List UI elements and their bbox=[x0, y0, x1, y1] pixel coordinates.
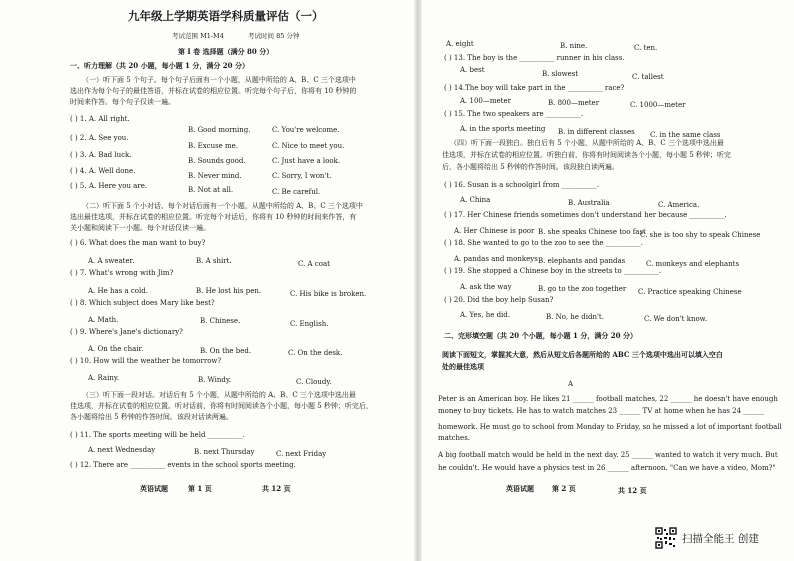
footer-page: 第 1 页 bbox=[188, 484, 212, 493]
question-15-option-a: A. in the sports meeting bbox=[460, 125, 546, 133]
sub1-instruction: （一）听下面 5 个句子。每个句子后面有一个小题，从题中所给的 A、B、C 三个选项中 bbox=[82, 76, 356, 84]
question-4-option-c: C. Sorry, I won't. bbox=[272, 172, 332, 180]
question-19-option-c: C. Practice speaking Chinese bbox=[638, 288, 742, 296]
question-12-option-a: A. eight bbox=[446, 40, 474, 48]
exam-time: 考试时间 85 分钟 bbox=[248, 32, 300, 40]
question-18-option-a: A. pandas and monkeys bbox=[454, 255, 538, 263]
footer-total: 共 12 页 bbox=[262, 484, 291, 493]
question-16: ( ) 16. Susan is a schoolgirl from __________. bbox=[444, 181, 599, 189]
question-18-option-c: C. monkeys and elephants bbox=[646, 260, 740, 268]
qr-code-icon bbox=[655, 527, 677, 549]
question-12-option-b: B. nine. bbox=[560, 42, 588, 50]
question-7-option-c: C. His bike is broken. bbox=[290, 290, 367, 298]
question-10-option-b: B. Windy. bbox=[198, 376, 232, 384]
question-17-option-b: B. she speaks Chinese too fast bbox=[538, 228, 646, 236]
question-17-option-a: A. Her Chinese is poor bbox=[454, 227, 535, 235]
passage-line: matches. bbox=[438, 434, 471, 442]
question-9-option-a: A. On the chair. bbox=[88, 345, 144, 353]
question-18-option-b: B. elephants and pandas bbox=[538, 257, 626, 265]
question-14-option-b: B. 800—meter bbox=[548, 99, 600, 107]
question-2-option-c: C. Nice to meet you. bbox=[272, 142, 345, 150]
question-5-option-b: B. Not at all. bbox=[188, 186, 234, 194]
question-2-option-b: B. Excuse me. bbox=[188, 142, 239, 150]
footer-subject: 英语试题 bbox=[506, 484, 534, 493]
watermark-text: 扫描全能王 创建 bbox=[682, 533, 759, 545]
question-4-option-b: B. Never mind. bbox=[188, 172, 242, 180]
question-13-option-c: C. tallest bbox=[632, 73, 664, 81]
question-9: ( ) 9. Where's Jane's dictionary? bbox=[70, 328, 183, 336]
question-15-option-b: B. in different classes bbox=[558, 128, 635, 136]
question-16-option-a: A. China bbox=[460, 196, 491, 204]
section1-heading: 一、听力理解（共 20 小题，每小题 1 分，满分 20 分） bbox=[70, 61, 249, 70]
question-12-option-c: C. ten. bbox=[634, 44, 658, 52]
question-6-option-c: C. A coat bbox=[298, 260, 330, 268]
question-13-option-a: A. best bbox=[460, 66, 485, 74]
sub4-instruction: 后，各小题将给出 5 秒钟的作答时间。该段独白读两遍。 bbox=[442, 163, 619, 171]
question-10: ( ) 10. How will the weather be tomorrow? bbox=[70, 357, 222, 365]
question-14-option-a: A. 100—meter bbox=[460, 97, 511, 105]
right-page bbox=[418, 0, 794, 561]
question-3-option-c: C. Just have a look. bbox=[272, 157, 341, 165]
question-12: ( ) 12. There are __________ events in the school sports meeting. bbox=[70, 461, 296, 469]
passage-line: A big football match would be held in the next day. 25 ______ wanted to watch it very much. But bbox=[438, 451, 778, 459]
question-5: ( ) 5. A. Here you are. bbox=[70, 182, 148, 190]
question-20-option-c: C. We don't know. bbox=[644, 315, 708, 323]
footer-total: 共 12 页 bbox=[618, 486, 647, 495]
question-11: ( ) 11. The sports meeting will be held __________. bbox=[70, 431, 245, 439]
exam-title: 九年级上学期英语学科质量评估（一） bbox=[128, 9, 324, 23]
passage-line: Peter is an American boy. He likes 21 ______ football matches, 22 ______ he doesn't have enough bbox=[438, 395, 778, 403]
question-13: ( ) 13. The boy is the __________ runner in his class. bbox=[444, 54, 625, 62]
question-7-option-b: B. He lost his pen. bbox=[196, 287, 262, 295]
question-1-option-c: C. You're welcome. bbox=[272, 126, 340, 134]
sub2-instruction: （二）听下面 5 个小对话。每个对话后面有一个小题，从题中所给的 A、B、C 三个选项中 bbox=[82, 202, 363, 210]
question-14: ( ) 14.The boy will take part in the __________ race? bbox=[444, 84, 625, 92]
question-3: ( ) 3. A. Bad luck. bbox=[70, 151, 132, 159]
question-8-option-c: C. English. bbox=[290, 320, 329, 328]
footer-page: 第 2 页 bbox=[552, 484, 576, 493]
question-11-option-a: A. next Wednesday bbox=[88, 446, 156, 454]
question-20-option-b: B. No, he didn't. bbox=[546, 313, 604, 321]
question-10-option-c: C. Cloudy. bbox=[296, 378, 332, 386]
question-3-option-b: B. Sounds good. bbox=[188, 157, 246, 165]
question-19: ( ) 19. She stopped a Chinese boy in the streets to __________. bbox=[444, 267, 662, 275]
question-19-option-b: B. go to the zoo together bbox=[538, 285, 627, 293]
question-6-option-a: A. A sweater. bbox=[88, 257, 135, 265]
sub4-instruction: 佳选项，并标在试卷的相应位置。听独白前，你将有时间阅读各个小题，每小题 5 秒钟；听完 bbox=[442, 151, 731, 159]
question-20-option-a: A. Yes, he did. bbox=[460, 311, 511, 319]
question-17-option-c: C. she is too shy to speak Chinese bbox=[640, 231, 761, 239]
passage-line: money to buy tickets. He has to watch matches 23 ______ TV at home when he has 24 ______ bbox=[438, 407, 765, 415]
passage-line: homework. He must go to school from Monday to Friday, so he missed a lot of important football bbox=[438, 423, 782, 431]
question-7-option-a: A. He has a cold. bbox=[88, 287, 148, 295]
sub1-instruction: 选出作为每个句子的最佳答语，并标在试卷的相应位置。听完每个句子后，你将有 10 秒钟的 bbox=[70, 87, 357, 95]
question-4: ( ) 4. A. Well done. bbox=[70, 167, 136, 175]
question-8: ( ) 8. Which subject does Mary like best? bbox=[70, 299, 215, 307]
question-8-option-b: B. Chinese. bbox=[200, 317, 241, 325]
sub3-instruction: 佳选项，并标在试卷的相应位置。听对话前，你将有时间阅读各个小题，每小题 5 秒钟；听完后， bbox=[70, 402, 373, 410]
question-13-option-b: B. slowest bbox=[542, 70, 579, 78]
question-11-option-c: C. next Friday bbox=[276, 450, 327, 458]
sub3-instruction: 各小题将给出 5 秒钟的作答时间。该段对话读两遍。 bbox=[70, 413, 233, 421]
question-7: ( ) 7. What's wrong with Jim? bbox=[70, 269, 174, 277]
passage-line: he couldn't. He would have a physics test in 26 ______ afternoon. "Can we have a video, Mom?" bbox=[438, 464, 776, 472]
question-18: ( ) 18. She wanted to go to the zoo to see the __________. bbox=[444, 239, 644, 247]
section2-instruction: 阅读下面短文，掌握其大意，然后从短文后各题所给的 ABC 三个选项中选出可以填入空白 bbox=[442, 350, 723, 359]
question-17: ( ) 17. Her Chinese friends sometimes don't understand her because __________. bbox=[444, 211, 727, 219]
question-9-option-b: B. On the bed. bbox=[200, 347, 252, 355]
question-5-option-c: C. Be careful. bbox=[272, 188, 321, 196]
question-14-option-c: C. 1000—meter bbox=[630, 101, 686, 109]
question-15-option-c: C. in the same class bbox=[650, 131, 721, 139]
question-10-option-a: A. Rainy. bbox=[88, 374, 120, 382]
question-6: ( ) 6. What does the man want to buy? bbox=[70, 239, 206, 247]
question-19-option-a: A. ask the way bbox=[460, 283, 512, 291]
question-15: ( ) 15. The two speakers are __________. bbox=[444, 110, 584, 118]
question-1: ( ) 1. A. All right. bbox=[70, 115, 130, 123]
question-20: ( ) 20. Did the boy help Susan? bbox=[444, 296, 554, 304]
question-16-option-c: C. America. bbox=[658, 201, 700, 209]
question-9-option-c: C. On the desk. bbox=[288, 349, 343, 357]
footer-subject: 英语试题 bbox=[140, 484, 168, 493]
question-16-option-b: B. Australia bbox=[568, 199, 610, 207]
question-2: ( ) 2. A. See you. bbox=[70, 134, 129, 142]
question-11-option-b: B. next Thursday bbox=[194, 448, 255, 456]
sub2-instruction: 选出最佳选项，并标在试卷的相应位置。听完每个对话后，你将有 10 秒钟的时间来作答，有 bbox=[70, 213, 357, 221]
part1-heading: 第 I 卷 选择题（满分 80 分） bbox=[178, 47, 274, 56]
question-8-option-a: A. Math. bbox=[88, 316, 119, 324]
sub3-instruction: （三）听下面一段对话。对话后有 5 个小题，从题中所给的 A、B、C 三个选项中选出最 bbox=[82, 391, 356, 399]
sub4-instruction: （四）听下面一段独白。独白后有 5 个小题，从题中所给的 A、B、C 三个选项中选出最 bbox=[450, 139, 724, 147]
exam-range: 考试范围 M1-M4 bbox=[172, 32, 224, 40]
section2-instruction: 处的最佳选项 bbox=[442, 362, 484, 371]
sub2-instruction: 关小题和阅读下一小题。每个对话仅读一遍。 bbox=[70, 224, 210, 232]
section2-heading: 二、完形填空题（共 20 个小题，每小题 1 分，满分 20 分） bbox=[444, 331, 637, 340]
question-1-option-b: B. Good morning. bbox=[188, 126, 251, 134]
question-6-option-b: B. A shirt. bbox=[196, 257, 232, 265]
passage-label: A bbox=[568, 380, 574, 388]
sub1-instruction: 时间来作答。每个句子仅读一遍。 bbox=[70, 98, 175, 106]
